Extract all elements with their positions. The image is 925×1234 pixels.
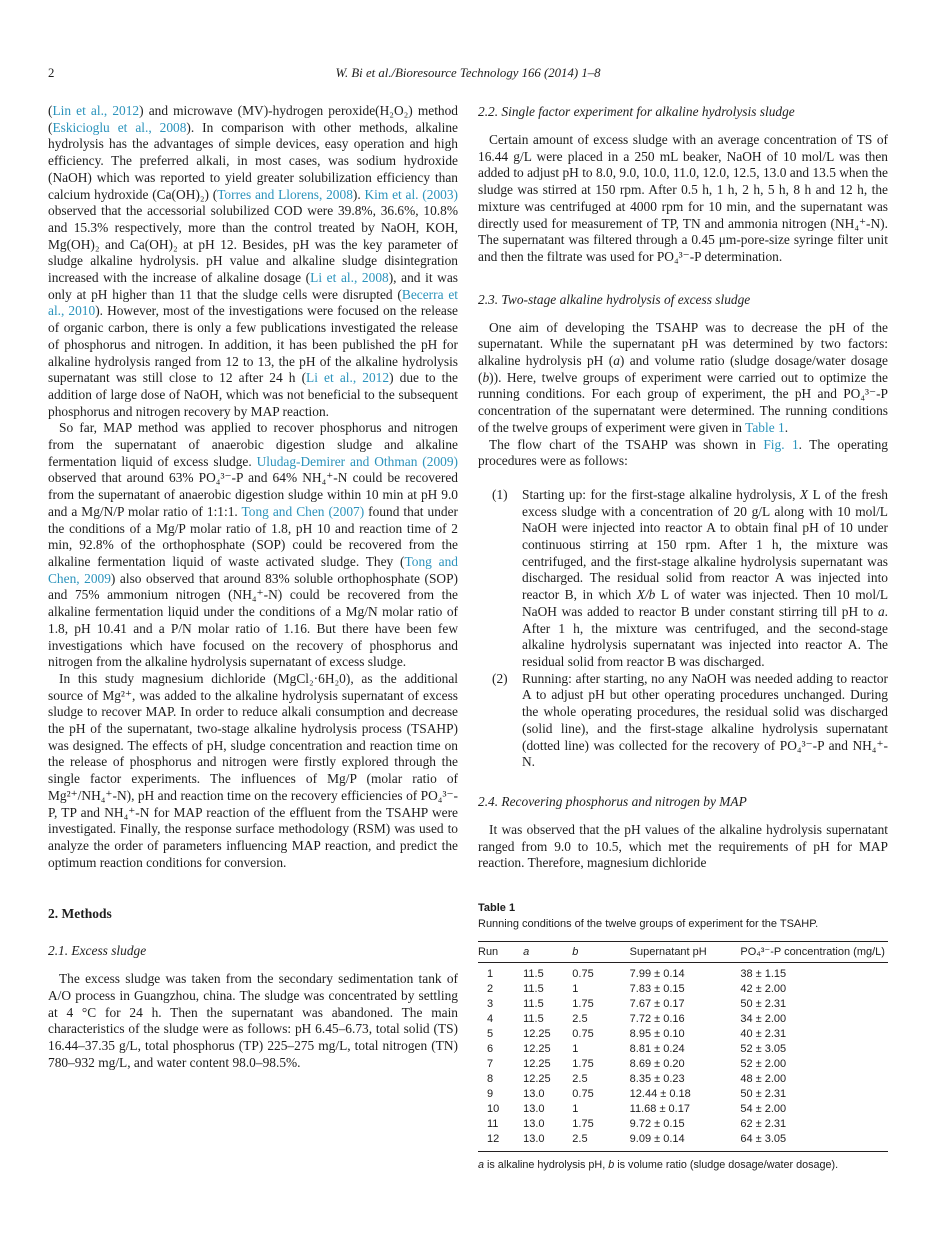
table-cell: 12.25 [523, 1058, 551, 1071]
table-cell: 8 [487, 1073, 494, 1086]
table-cell: 13.0 [523, 1133, 545, 1146]
paragraph-this-study: In this study magnesium dichloride (MgCl₂·6H₂0), as the additional source of Mg²⁺, was added to the alkaline hydrolysis supernatant of excess sludge to recover MAP. In order to reduce alkali consumption and decrease the pH of the supernatant, two-stage alkaline hydrolysis process (TSAHP) was designed. The effects of pH, sludge concentration and reaction time on the release of phosphorus and nitrogen were firstly explored through the single factor experiments. The influences of Mg/P (molar ratio of Mg²⁺/NH₄⁺-N), pH and reaction time on the recovery efficiencies of PO₄³⁻-P, TP and NH₄⁺-N for MAP reaction of the effluent from the TSAHP were investigated. Finally, the response surface methodology (RSM) was used to analyze the order of parameters influencing MAP reaction, and predict the optimum reaction conditions for conversion. [48, 670, 458, 870]
table-cell: 4 [487, 1013, 494, 1026]
table-cell: 8.69 ± 0.20 [629, 1058, 685, 1071]
table-cell: 11.68 ± 0.17 [629, 1103, 690, 1116]
table-cell: 1.75 [572, 1058, 594, 1071]
table-cell: 11 [487, 1118, 499, 1131]
table-row [478, 1042, 888, 1057]
table-header-cell: Supernatant pH [630, 942, 741, 963]
table-header-cell: Run [478, 942, 523, 963]
table-row [478, 1117, 888, 1132]
citation-link[interactable]: Torres and Llorens, 2008 [217, 186, 353, 202]
table-cell: 9.09 ± 0.14 [629, 1133, 685, 1146]
table-1 [478, 941, 888, 1152]
paragraph-flow-chart: The flow chart of the TSAHP was shown in Fig. 1. The operating procedures were as follows: [478, 436, 888, 469]
table-header-cell [572, 942, 629, 963]
table-cell: 0.75 [572, 968, 594, 981]
table-cell: 0.75 [572, 1088, 594, 1101]
table-cell: 7.72 ± 0.16 [629, 1013, 685, 1026]
table-cell: 8.95 ± 0.10 [629, 1028, 685, 1041]
table-header-cell: PO₄³⁻-P concentration (mg/L) [740, 942, 888, 963]
variable-italic: a [613, 353, 620, 369]
table-cell: 12.25 [523, 1028, 551, 1041]
table-cell: 40 ± 2.31 [740, 1028, 787, 1041]
paragraph-single-factor: Certain amount of excess sludge with an average concentration of TS of 16.44 g/L were placed in a 250 mL beaker, NaOH of 10 mol/L was then added to adjust pH to 8.0, 9.0, 10.0, 11.0, 12.0, 12.5, 13.0 and 13.5 when the sludge was stirred at 150 rpm. After 0.5 h, 1 h, 2 h, 5 h, 8 h and 12 h, the mixture was centrifuged at 4000 rpm for 10 min, and the supernatant was directly used for measurement of TP, TN and ammonia nitrogen (NH₄⁺-N). The supernatant was filtered through a 0.45 μm-pore-size syringe filter unit and then the filtrate was used for PO₄³⁻-P determination. [478, 132, 888, 264]
table-cell: 9 [487, 1088, 494, 1101]
table-row [478, 1087, 888, 1102]
list-item-text: Running: after starting, no any NaOH was needed adding to reactor A to adjust pH but other operating procedures unchanged. During the whole operating procedures, the residual solid was discharged (solid line), and the first-stage alkaline hydrolysis supernatant (dotted line) was collected for the recovery of PO₄³⁻-P and NH₄⁺-N. [522, 670, 888, 770]
table-cell: 11.5 [523, 968, 544, 981]
table-cell: 3 [487, 998, 494, 1011]
table-cell: 7.83 ± 0.15 [629, 983, 685, 996]
table-body [478, 963, 888, 1152]
list-item [492, 487, 888, 671]
table-cell: 1 [572, 1103, 579, 1116]
table-1-block [478, 902, 888, 1172]
table-cell: 62 ± 2.31 [740, 1118, 787, 1131]
table-cell: 7.99 ± 0.14 [629, 968, 685, 981]
two-column-layout [48, 103, 888, 1172]
running-head-title: W. Bi et al./Bioresource Technology 166 (2014) 1–8 [335, 66, 601, 80]
table-cell: 10 [487, 1103, 500, 1116]
table-row [478, 1102, 888, 1117]
table-cell: 2.5 [572, 1133, 588, 1146]
table-cell: 8.81 ± 0.24 [629, 1043, 685, 1056]
table-cell: 13.0 [523, 1088, 545, 1101]
column-left [48, 103, 458, 1172]
table-cell: 2.5 [572, 1073, 588, 1086]
citation-link[interactable]: Table 1 [745, 419, 785, 435]
table-cell: 48 ± 2.00 [740, 1073, 787, 1086]
variable-italic: b [608, 1159, 615, 1172]
table-cell: 54 ± 2.00 [740, 1103, 787, 1116]
table-cell: 13.0 [523, 1103, 545, 1116]
table-cell: 38 ± 1.15 [740, 968, 787, 981]
table-cell: 2.5 [572, 1013, 588, 1026]
list-item-marker: (2) [492, 670, 508, 686]
table-row [478, 1027, 888, 1042]
table-cell: 1 [572, 1043, 579, 1056]
table-cell: 8.35 ± 0.23 [629, 1073, 685, 1086]
table-row [478, 1057, 888, 1072]
table-row [478, 1072, 888, 1087]
table-cell: 5 [487, 1028, 494, 1041]
paragraph-recovering-map: It was observed that the pH values of the alkaline hydrolysis supernatant ranged from 9.0 to 10.5, which met the requirements of pH for MAP reaction. Therefore, magnesium dichloride [478, 821, 888, 871]
table-cell: 6 [487, 1043, 494, 1056]
table-row [478, 982, 888, 997]
running-head [48, 66, 888, 83]
subsection-heading-excess-sludge: 2.1. Excess sludge [48, 943, 147, 959]
citation-link[interactable]: Fig. 1 [763, 436, 799, 452]
table-cell: 34 ± 2.00 [740, 1013, 787, 1026]
procedure-list [478, 487, 888, 771]
table-row [478, 963, 888, 983]
page-number: 2 [48, 66, 55, 80]
subsection-heading-recovering-map: 2.4. Recovering phosphorus and nitrogen by MAP [478, 793, 747, 809]
table-cell: 1 [572, 983, 579, 996]
variable-italic: b [572, 946, 579, 959]
table-cell: 1.75 [572, 1118, 594, 1131]
citation-link[interactable]: Eskicioglu et al., 2008 [52, 119, 187, 135]
table-label: Table 1 [478, 902, 516, 915]
table-cell: 7.67 ± 0.17 [629, 998, 685, 1011]
table-cell: 50 ± 2.31 [740, 1088, 787, 1101]
citation-link[interactable]: Tong and Chen, 2009 [48, 553, 458, 586]
citation-link[interactable]: Becerra et al., 2010 [48, 286, 458, 319]
table-cell: 52 ± 3.05 [740, 1043, 787, 1056]
list-item-marker: (1) [492, 486, 508, 502]
table-cell: 2 [487, 983, 494, 996]
table-row [478, 1132, 888, 1152]
column-right [478, 103, 888, 1172]
paragraph-two-stage-aim: One aim of developing the TSAHP was to decrease the pH of the supernatant. While the supernatant pH was determined by two factors: alkaline hydrolysis pH (a) and volume ratio (sludge dosage/water dosage (b)). Here, twelve groups of experiment were carried out to optimize the running conditions. For each group of experiment, the pH and PO₄³⁻-P concentration of the supernatant were determined. The running conditions of the twelve groups of experiment were given in Table 1. [478, 319, 888, 435]
table-cell: 52 ± 2.00 [740, 1058, 787, 1071]
subsection-heading-two-stage: 2.3. Two-stage alkaline hydrolysis of excess sludge [478, 291, 751, 307]
list-item-text: Starting up: for the first-stage alkaline hydrolysis, X L of the fresh excess sludge with a concentration of 20 g/L along with 10 mol/L NaOH were injected into reactor A to obtain final pH of 10 under continuous stirring at 150 rpm. After 1 h, the mixture was centrifuged, and the first-stage alkaline hydrolysis supernatant was discharged. The residual solid from reactor A was injected into reactor B, in which X/b L of water was injected. Then 10 mol/L NaOH was added to reactor B under constant stirring till pH to a. After 1 h, the mixture was centrifuged, and the second-stage alkaline hydrolysis supernatant was injected into reactor A. The residual solid from reactor B was discharged. [522, 486, 888, 669]
table-header-row [478, 942, 888, 963]
table-cell: 11.5 [523, 983, 544, 996]
table-cell: 9.72 ± 0.15 [629, 1118, 685, 1131]
variable-italic: a [523, 946, 530, 959]
table-cell: 12.25 [523, 1043, 551, 1056]
variable-italic: a [478, 1159, 485, 1172]
citation-link[interactable]: Li et al., 2012 [306, 370, 390, 386]
variable-italic: X [799, 486, 809, 502]
citation-link[interactable]: Li et al., 2008 [310, 270, 389, 286]
table-cell: 1 [487, 968, 494, 981]
subsection-heading-single-factor: 2.2. Single factor experiment for alkaline hydrolysis sludge [478, 104, 795, 119]
list-item [492, 671, 888, 771]
table-header-cell [523, 942, 572, 963]
variable-italic: a [877, 603, 885, 619]
table-cell: 12.25 [523, 1073, 551, 1086]
table-cell: 0.75 [572, 1028, 594, 1041]
section-heading-methods: 2. Methods [48, 906, 112, 922]
paragraph-excess-sludge: The excess sludge was taken from the secondary sedimentation tank of A/O process in Guangzhou, china. The sludge was concentrated by settling at 4 °C for 24 h. Then the supernatant was abandoned. The main characteristics of the sludge were as follows: pH 6.45–6.73, total solid (TS) 16.44–37.35 g/L, total phosphorus (TP) 225–275 mg/L, total nitrogen (TN) 780–932 mg/L, and water content 98.0–98.5%. [48, 971, 458, 1070]
table-cell: 7 [487, 1058, 494, 1071]
table-cell: 12 [487, 1133, 500, 1146]
citation-link[interactable]: Tong and Chen (2007) [241, 503, 365, 519]
table-cell: 13.0 [523, 1118, 545, 1131]
table-cell: 42 ± 2.00 [740, 983, 787, 996]
table-cell: 50 ± 2.31 [740, 998, 787, 1011]
table-row [478, 997, 888, 1012]
citation-link[interactable]: Uludag-Demirer and Othman (2009) [256, 453, 458, 469]
variable-italic: b [482, 369, 490, 385]
paragraph-intro-continuation: (Lin et al., 2012) and microwave (MV)-hydrogen peroxide(H₂O₂) method (Eskicioglu et al., 2008). In comparison with other methods, alkaline hydrolysis has the advantages of simple devices, easy operation and high efficiency. The preferred alkali, in most cases, was sodium hydroxide (NaOH) which was reported to yield greater solubilization efficiency than calcium hydroxide (Ca(OH)₂) (Torres and Llorens, 2008). Kim et al. (2003) observed that the accessorial solubilized COD were 39.8%, 36.6%, 10.8% and 15.3% respectively, more than the control treated by NaOH, KOH, Mg(OH)₂ and Ca(OH)₂ at pH 12. Besides, pH was the key parameter of sludge alkaline hydrolysis. pH value and alkaline sludge disintegration increased with the increase of alkaline dosage (Li et al., 2008), and it was only at pH higher than 11 that the sludge cells were disrupted (Becerra et al., 2010). However, most of the investigations were focused on the release of organic carbon, there is only a few publications investigated the release of phosphorus and nitrogen. In addition, it has been published the pH for alkaline hydrolysis ranged from 12 to 13, the pH of the alkaline hydrolysis supernatant was still close to 12 after 24 h (Li et al., 2012) due to the addition of large dose of NaOH, which was not beneficial to the subsequent phosphorus and nitrogen recovery by MAP reaction. [48, 103, 459, 419]
variable-italic: X/b [636, 587, 656, 603]
citation-link[interactable]: Lin et al., 2012 [52, 103, 140, 118]
table-footnote: a is alkaline hydrolysis pH, b is volume ratio (sludge dosage/water dosage). [478, 1159, 839, 1172]
paragraph-map-method: So far, MAP method was applied to recover phosphorus and nitrogen from the supernatant of anaerobic digestion sludge and alkaline fermentation liquid of excess sludge. Uludag-Demirer and Othman (2009) observed that around 63% PO₄³⁻-P and 64% NH₄⁺-N could be recovered from the supernatant of anaerobic digestion sludge within 10 min at pH 9.0 and a Mg/N/P molar ratio of 1:1:1. Tong and Chen (2007) found that under the conditions of a Mg/P molar ratio of 1.8, pH 10 and reaction time of 2 min, 92.8% of the orthophosphate (SOP) could be recovered from the alkaline fermentation liquid of waste activated sludge. They (Tong and Chen, 2009) also observed that around 83% soluble orthophosphate (SOP) and 75% ammonium nitrogen (NH₄⁺-N) could be recovered from the alkaline fermentation liquid under the conditions of a Mg/N molar ratio of 1.8, pH 10.41 and a P/N molar ratio of 1.16. But there have been few investigations which have focused on the recovery of phosphorus and nitrogen from the alkaline hydrolysis supernatant of excess sludge. [48, 420, 458, 670]
table-cell: 64 ± 3.05 [740, 1133, 787, 1146]
table-row [478, 1012, 888, 1027]
table-cell: 11.5 [523, 1013, 544, 1026]
table-caption: Running conditions of the twelve groups of experiment for the TSAHP. [478, 918, 819, 931]
table-cell: 1.75 [572, 998, 594, 1011]
table-cell: 11.5 [523, 998, 544, 1011]
table-cell: 12.44 ± 0.18 [629, 1088, 691, 1101]
citation-link[interactable]: Kim et al. (2003) [364, 186, 458, 202]
